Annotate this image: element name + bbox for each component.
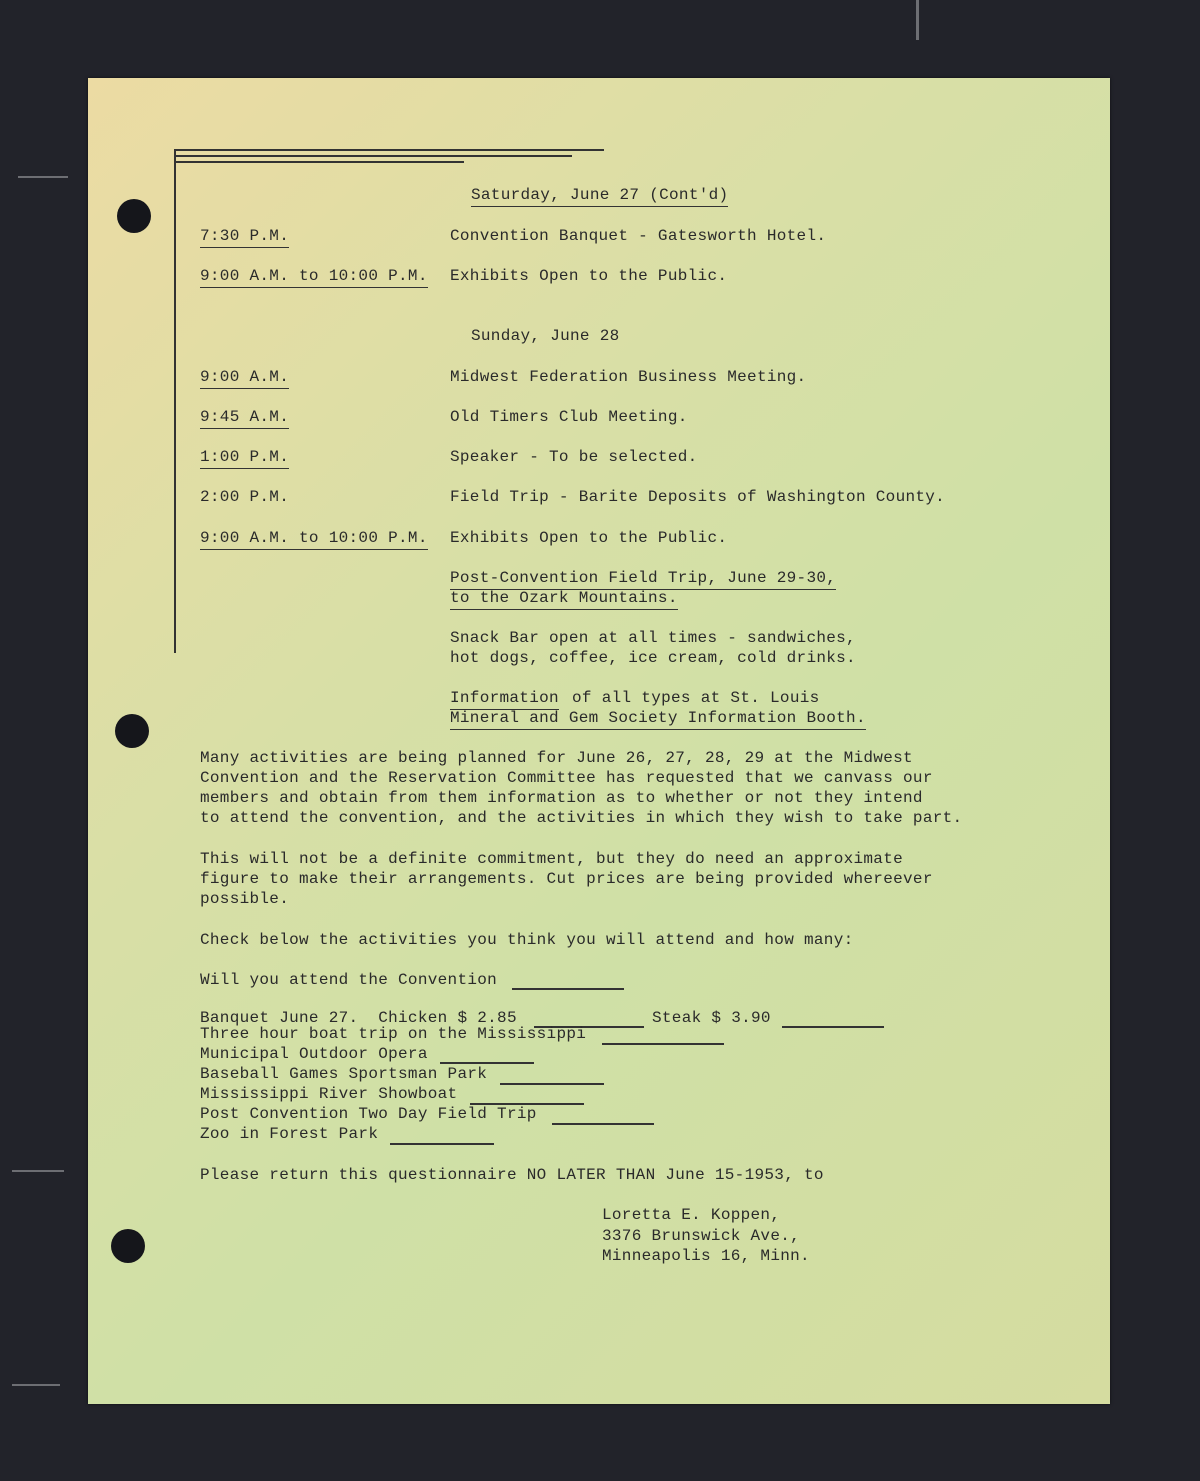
information-note-word: Information	[450, 688, 559, 710]
boat-trip-label: Three hour boat trip on the Mississippi	[200, 1025, 587, 1043]
address-street: 3376 Brunswick Ave.,	[602, 1227, 801, 1245]
snack-bar-note-line2: hot dogs, coffee, ice cream, cold drinks.	[450, 649, 856, 667]
day-heading-sunday: Sunday, June 28	[471, 327, 620, 345]
snack-bar-note-line1: Snack Bar open at all times - sandwiches,	[450, 629, 856, 647]
zoo-blank[interactable]	[390, 1143, 494, 1145]
banquet-chicken-label: Banquet June 27. Chicken $ 2.85	[200, 1009, 517, 1027]
paragraph-2-line2: figure to make their arrangements. Cut prices are being provided whereever	[200, 870, 933, 888]
showboat-label: Mississippi River Showboat	[200, 1085, 458, 1103]
attend-blank[interactable]	[512, 988, 624, 990]
field-trip-blank[interactable]	[552, 1123, 654, 1125]
time-sunday-4: 2:00 P.M.	[200, 488, 290, 506]
time-saturday-1: 7:30 P.M.	[200, 226, 289, 248]
address-name: Loretta E. Koppen,	[602, 1206, 781, 1224]
paragraph-2-line3: possible.	[200, 890, 290, 908]
steak-blank[interactable]	[782, 1026, 884, 1028]
opera-label: Municipal Outdoor Opera	[200, 1045, 428, 1063]
information-note-rest: of all types at St. Louis	[572, 689, 820, 707]
punch-hole	[117, 199, 151, 233]
banquet-steak-label: Steak $ 3.90	[652, 1009, 771, 1027]
document-page	[88, 78, 1110, 1404]
event-sunday-1: Midwest Federation Business Meeting.	[450, 368, 807, 386]
event-sunday-2: Old Timers Club Meeting.	[450, 408, 688, 426]
time-sunday-5: 9:00 A.M. to 10:00 P.M.	[200, 528, 428, 550]
address-city: Minneapolis 16, Minn.	[602, 1247, 810, 1265]
return-instructions: Please return this questionnaire NO LATER THAN June 15-1953, to	[200, 1166, 824, 1184]
paragraph-2-line1: This will not be a definite commitment, but they do need an approximate	[200, 850, 904, 868]
time-sunday-3: 1:00 P.M.	[200, 447, 289, 469]
event-saturday-1: Convention Banquet - Gatesworth Hotel.	[450, 227, 827, 245]
field-trip-label: Post Convention Two Day Field Trip	[200, 1105, 537, 1123]
punch-hole	[111, 1229, 145, 1263]
time-sunday-1: 9:00 A.M.	[200, 367, 289, 389]
paragraph-3: Check below the activities you think you will attend and how many:	[200, 931, 854, 949]
boat-trip-blank[interactable]	[602, 1043, 724, 1045]
scanner-mark	[12, 1384, 60, 1386]
attend-question: Will you attend the Convention	[200, 971, 498, 989]
scanner-mark	[916, 0, 919, 40]
information-note-line2: Mineral and Gem Society Information Booth.	[450, 708, 866, 730]
time-sunday-2: 9:45 A.M.	[200, 407, 289, 429]
header-rule	[174, 155, 572, 157]
zoo-label: Zoo in Forest Park	[200, 1125, 379, 1143]
header-rule	[174, 161, 464, 163]
event-saturday-2: Exhibits Open to the Public.	[450, 267, 728, 285]
margin-line	[174, 149, 176, 653]
event-sunday-3: Speaker - To be selected.	[450, 448, 698, 466]
scanner-mark	[18, 176, 68, 178]
header-rule	[174, 149, 604, 151]
baseball-label: Baseball Games Sportsman Park	[200, 1065, 488, 1083]
paragraph-1-line2: Convention and the Reservation Committee has requested that we canvass our	[200, 769, 933, 787]
post-convention-note-line2: to the Ozark Mountains.	[450, 588, 678, 610]
event-sunday-4: Field Trip - Barite Deposits of Washington County.	[450, 488, 946, 506]
baseball-blank[interactable]	[500, 1083, 604, 1085]
post-convention-note-line1: Post-Convention Field Trip, June 29-30,	[450, 568, 836, 590]
scanner-mark	[12, 1170, 64, 1172]
event-sunday-5: Exhibits Open to the Public.	[450, 529, 728, 547]
day-heading-saturday: Saturday, June 27 (Cont'd)	[471, 185, 728, 207]
paragraph-1-line1: Many activities are being planned for June 26, 27, 28, 29 at the Midwest	[200, 749, 913, 767]
paragraph-1-line3: members and obtain from them information as to whether or not they intend	[200, 789, 923, 807]
time-saturday-2: 9:00 A.M. to 10:00 P.M.	[200, 266, 428, 288]
punch-hole	[115, 714, 149, 748]
paragraph-1-line4: to attend the convention, and the activities in which they wish to take part.	[200, 809, 963, 827]
